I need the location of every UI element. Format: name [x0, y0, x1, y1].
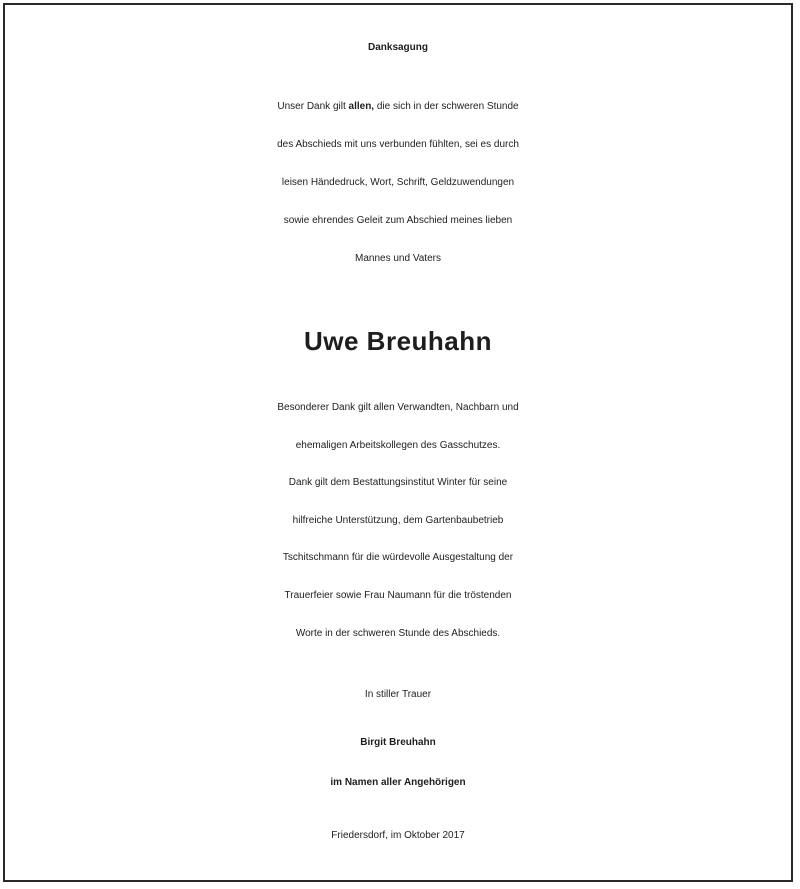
special-thanks-line: Dank gilt dem Bestattungsinstitut Winter für seine [288, 477, 508, 489]
special-thanks-line: Trauerfeier sowie Frau Naumann für die tröstenden [284, 589, 512, 601]
intro-line-2: des Abschieds mit uns verbunden fühlten, sei es durch [277, 139, 519, 150]
signer-block [5, 723, 791, 803]
intro-line-5: Mannes und Vaters [355, 253, 441, 264]
place-date: Friedersdorf, im Oktober 2017 [331, 830, 465, 841]
intro-line-1-end: die sich in der schweren Stunde [374, 101, 519, 112]
special-thanks-line: Worte in der schweren Stunde des Abschieds. [295, 627, 501, 639]
intro-line-1 [5, 88, 791, 126]
special-thanks-line: ehemaligen Arbeitskollegen des Gasschutzes. [295, 439, 501, 451]
deceased-name: Uwe Breuhahn [303, 326, 493, 356]
signer-on-behalf: im Namen aller Angehörigen [330, 777, 466, 788]
special-thanks-line: Tschitschmann für die würdevolle Ausgestaltung der [282, 552, 514, 564]
special-thanks-paragraph [5, 389, 791, 652]
obituary-notice [3, 3, 793, 882]
intro-paragraph [5, 88, 791, 278]
mourning-text: In stiller Trauer [364, 689, 432, 700]
special-thanks-line: hilfreiche Unterstützung, dem Gartenbaubetrieb [292, 514, 504, 526]
intro-emphasis: allen, [348, 101, 375, 112]
signer-name: Birgit Breuhahn [360, 737, 436, 748]
notice-heading: Danksagung [367, 42, 428, 53]
intro-line-4: sowie ehrendes Geleit zum Abschied meines lieben [283, 215, 513, 226]
intro-line-1-start: Unser Dank gilt [277, 101, 349, 112]
special-thanks-line: Besonderer Dank gilt allen Verwandten, Nachbarn und [277, 402, 519, 413]
intro-line-3: leisen Händedruck, Wort, Schrift, Geldzuwendungen [281, 177, 515, 188]
